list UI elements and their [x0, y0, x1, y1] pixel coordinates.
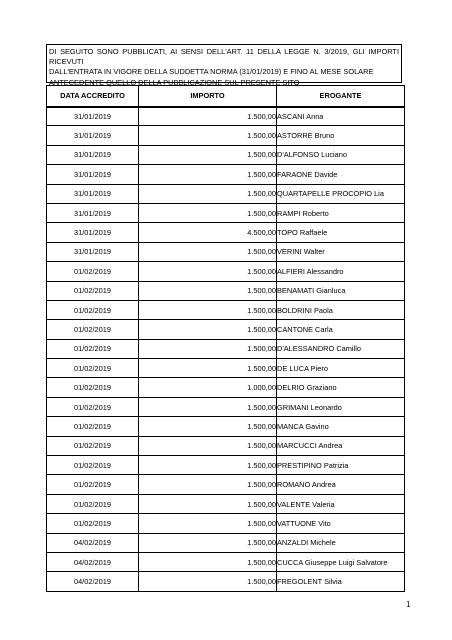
table-row	[47, 242, 405, 261]
donor-cell: CUCCA Giuseppe Luigi Salvatore	[277, 552, 405, 571]
table-row	[47, 203, 405, 222]
amount-cell: 1.500,00	[139, 126, 277, 145]
table-row	[47, 456, 405, 475]
amount-cell: 1.500,00	[139, 417, 277, 436]
table-row	[47, 436, 405, 455]
amount-cell: 1.500,00	[139, 494, 277, 513]
amount-cell: 4.500,00	[139, 223, 277, 242]
amount-cell: 1.500,00	[139, 359, 277, 378]
date-cell: 31/01/2019	[47, 242, 139, 261]
donor-cell: ANZALDI Michele	[277, 533, 405, 552]
contributions-table	[46, 85, 405, 592]
donor-cell: DE LUCA Piero	[277, 359, 405, 378]
date-cell: 04/02/2019	[47, 572, 139, 591]
table-row	[47, 223, 405, 242]
amount-cell: 1.500,00	[139, 436, 277, 455]
date-cell: 01/02/2019	[47, 436, 139, 455]
table-row	[47, 514, 405, 533]
donor-cell: ROMANO Andrea	[277, 475, 405, 494]
table-row	[47, 320, 405, 339]
donor-cell: RAMPI Roberto	[277, 203, 405, 222]
table-row	[47, 262, 405, 281]
date-cell: 01/02/2019	[47, 494, 139, 513]
date-cell: 31/01/2019	[47, 145, 139, 164]
date-cell: 01/02/2019	[47, 339, 139, 358]
table-body	[47, 107, 405, 592]
amount-cell: 1.500,00	[139, 533, 277, 552]
donor-cell: PRESTIPINO Patrizia	[277, 456, 405, 475]
table-row	[47, 339, 405, 358]
table-row	[47, 300, 405, 319]
donor-cell: DELRIO Graziano	[277, 378, 405, 397]
date-cell: 31/01/2019	[47, 126, 139, 145]
amount-cell: 1.500,00	[139, 242, 277, 261]
intro-paragraph	[46, 44, 402, 87]
date-cell: 01/02/2019	[47, 262, 139, 281]
donor-cell: VATTUONE Vito	[277, 514, 405, 533]
amount-cell: 1.500,00	[139, 184, 277, 203]
donor-cell: BENAMATI Gianluca	[277, 281, 405, 300]
amount-cell: 1.500,00	[139, 475, 277, 494]
amount-cell: 1.500,00	[139, 572, 277, 591]
table-row	[47, 165, 405, 184]
donor-cell: D'ALESSANDRO Camillo	[277, 339, 405, 358]
column-header-amount: IMPORTO	[139, 86, 277, 107]
donor-cell: GRIMANI Leonardo	[277, 397, 405, 416]
amount-cell: 1.500,00	[139, 262, 277, 281]
page-number: 1	[406, 600, 411, 609]
amount-cell: 1.500,00	[139, 203, 277, 222]
table-row	[47, 281, 405, 300]
donor-cell: ASTORRE Bruno	[277, 126, 405, 145]
date-cell: 01/02/2019	[47, 417, 139, 436]
donor-cell: ASCANI Anna	[277, 107, 405, 126]
date-cell: 31/01/2019	[47, 107, 139, 126]
amount-cell: 1.500,00	[139, 281, 277, 300]
table-row	[47, 533, 405, 552]
donor-cell: MANCA Gavino	[277, 417, 405, 436]
date-cell: 01/02/2019	[47, 378, 139, 397]
donor-cell: CANTONE Carla	[277, 320, 405, 339]
column-header-donor: EROGANTE	[277, 86, 405, 107]
date-cell: 01/02/2019	[47, 359, 139, 378]
amount-cell: 1.000,00	[139, 378, 277, 397]
donor-cell: MARCUCCI Andrea	[277, 436, 405, 455]
donor-cell: VERINI Walter	[277, 242, 405, 261]
table-row	[47, 475, 405, 494]
amount-cell: 1.500,00	[139, 339, 277, 358]
table-row	[47, 572, 405, 591]
intro-line: DI SEGUITO SONO PUBBLICATI, AI SENSI DELL'ART. 11 DELLA LEGGE N. 3/2019, GLI IMPORTI RICEVUTI	[49, 47, 399, 67]
column-header-date: DATA ACCREDITO	[47, 86, 139, 107]
table-row	[47, 494, 405, 513]
table-row	[47, 552, 405, 571]
date-cell: 01/02/2019	[47, 320, 139, 339]
amount-cell: 1.500,00	[139, 397, 277, 416]
date-cell: 04/02/2019	[47, 552, 139, 571]
date-cell: 31/01/2019	[47, 165, 139, 184]
date-cell: 01/02/2019	[47, 397, 139, 416]
date-cell: 01/02/2019	[47, 514, 139, 533]
table-row	[47, 145, 405, 164]
table-row	[47, 107, 405, 126]
table-row	[47, 397, 405, 416]
donor-cell: QUARTAPELLE PROCOPIO Lia	[277, 184, 405, 203]
table-row	[47, 378, 405, 397]
date-cell: 01/02/2019	[47, 300, 139, 319]
amount-cell: 1.500,00	[139, 107, 277, 126]
intro-line: DALL'ENTRATA IN VIGORE DELLA SUDDETTA NORMA (31/01/2019) E FINO AL MESE SOLARE	[49, 67, 374, 77]
date-cell: 31/01/2019	[47, 203, 139, 222]
donor-cell: ALFIERI Alessandro	[277, 262, 405, 281]
intro-line: ANTECEDENTE QUELLO DELLA PUBBLICAZIONE SUL PRESENTE SITO	[49, 77, 300, 87]
amount-cell: 1.500,00	[139, 145, 277, 164]
date-cell: 31/01/2019	[47, 184, 139, 203]
donor-cell: FREGOLENT Silvia	[277, 572, 405, 591]
amount-cell: 1.500,00	[139, 552, 277, 571]
table-header-row	[47, 86, 405, 107]
amount-cell: 1.500,00	[139, 165, 277, 184]
amount-cell: 1.500,00	[139, 514, 277, 533]
date-cell: 31/01/2019	[47, 223, 139, 242]
amount-cell: 1.500,00	[139, 456, 277, 475]
date-cell: 01/02/2019	[47, 281, 139, 300]
date-cell: 01/02/2019	[47, 475, 139, 494]
table-row	[47, 126, 405, 145]
donor-cell: TOPO Raffaele	[277, 223, 405, 242]
table-row	[47, 184, 405, 203]
date-cell: 01/02/2019	[47, 456, 139, 475]
donor-cell: BOLDRINI Paola	[277, 300, 405, 319]
date-cell: 04/02/2019	[47, 533, 139, 552]
amount-cell: 1.500,00	[139, 320, 277, 339]
donor-cell: FARAONE Davide	[277, 165, 405, 184]
table-row	[47, 417, 405, 436]
amount-cell: 1.500,00	[139, 300, 277, 319]
table-row	[47, 359, 405, 378]
donor-cell: VALENTE Valeria	[277, 494, 405, 513]
donor-cell: D'ALFONSO Luciano	[277, 145, 405, 164]
